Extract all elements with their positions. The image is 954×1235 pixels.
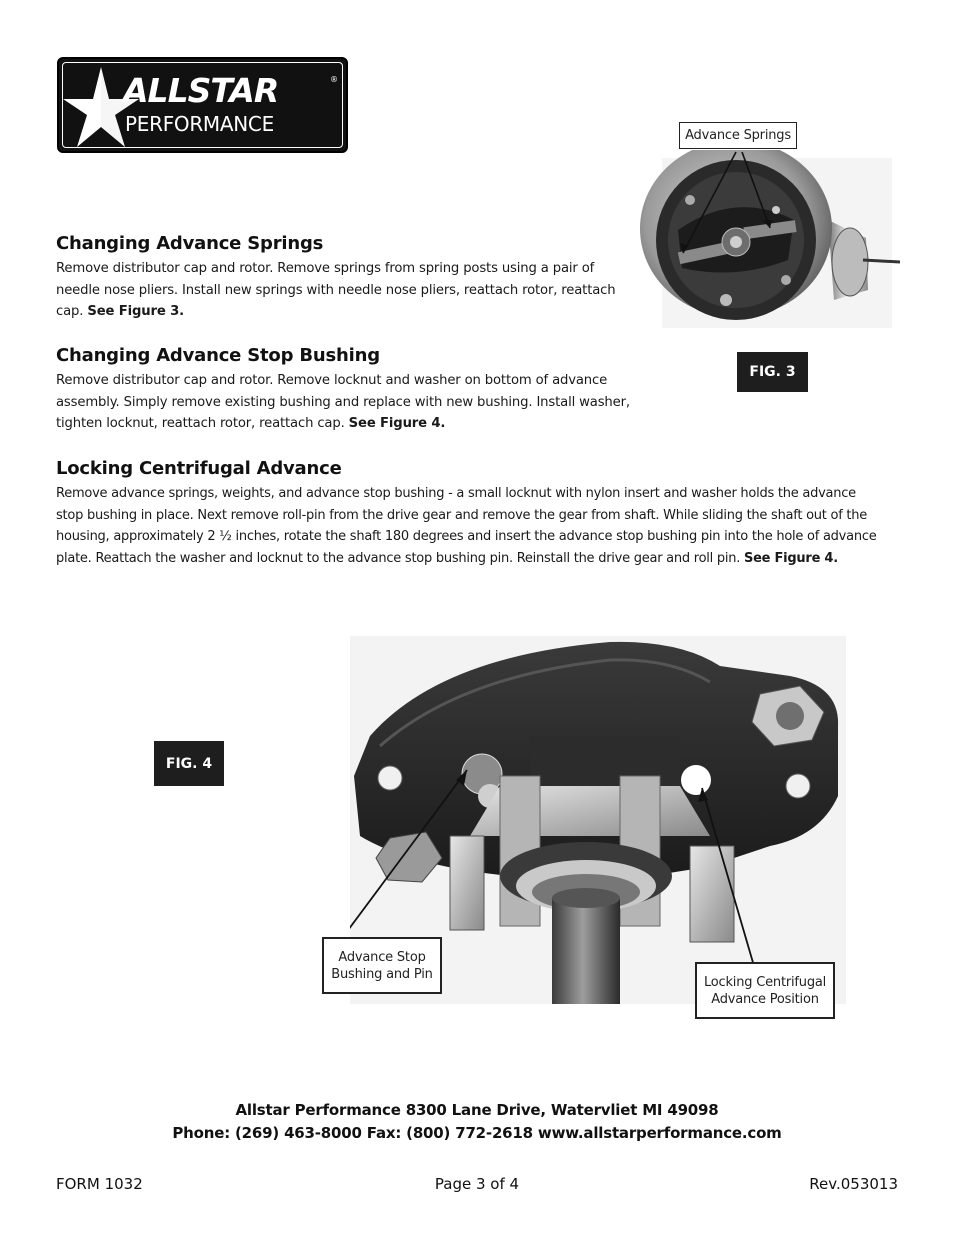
- footer-contact: Phone: (269) 463-8000 Fax: (800) 772-2618 www.allstarperformance.com: [172, 1124, 782, 1142]
- body-line: housing, approximately 2 ½ inches, rotate the shaft 180 degrees and insert the advance stop bushing pin into the hole of advance: [56, 529, 877, 544]
- fig3-badge: [737, 352, 808, 392]
- figure-reference: See Figure 4.: [348, 416, 446, 431]
- fig3-callout-advance-springs: [679, 122, 797, 149]
- fig3-distributor-photo: [638, 150, 900, 330]
- registered-mark: ®: [330, 75, 338, 84]
- revision-number: Rev.053013: [809, 1175, 898, 1193]
- fig4-callout-stop-bushing: [322, 937, 442, 994]
- body-line: Remove distributor cap and rotor. Remove springs from spring posts using a pair of: [56, 261, 595, 276]
- callout-line: Bushing and Pin: [331, 966, 433, 982]
- body-line: Remove advance springs, weights, and advance stop bushing - a small locknut with nylon insert and washer holds the advance: [56, 486, 856, 501]
- section-heading-locking-advance: Locking Centrifugal Advance: [56, 458, 342, 479]
- body-line: needle nose pliers. Install new springs with needle nose pliers, reattach rotor, reattach: [56, 282, 616, 298]
- body-line: assembly. Simply remove existing bushing and replace with new bushing. Install washer,: [56, 394, 630, 410]
- fig4-label: FIG. 4: [165, 755, 213, 772]
- fig4-callout-locking-position: [695, 962, 835, 1019]
- fig3-label: FIG. 3: [749, 364, 796, 380]
- figure-reference: See Figure 4.: [744, 550, 838, 566]
- body-line: Remove distributor cap and rotor. Remove locknut and washer on bottom of advance: [56, 373, 608, 388]
- logo-wordmark: ALLSTAR: [123, 71, 279, 110]
- section-heading-advance-springs: Changing Advance Springs: [56, 233, 324, 254]
- figure-reference: See Figure 3.: [87, 304, 184, 319]
- form-number: FORM 1032: [56, 1175, 143, 1193]
- page-number: Page 3 of 4: [434, 1175, 520, 1193]
- callout-line: Advance Position: [711, 991, 819, 1007]
- callout-line: Advance Stop: [338, 949, 426, 965]
- section-heading-stop-bushing: Changing Advance Stop Bushing: [56, 345, 380, 366]
- fig4-badge: [154, 741, 224, 786]
- footer-address: Allstar Performance 8300 Lane Drive, Watervliet MI 49098: [235, 1101, 719, 1119]
- logo-subtitle: PERFORMANCE: [125, 112, 274, 136]
- callout-line: Locking Centrifugal: [703, 974, 827, 990]
- section-body-locking-advance: [56, 483, 906, 569]
- body-line: stop bushing in place. Next remove roll-pin from the drive gear and remove the gear from shaft. While sliding the shaft out of the: [56, 507, 868, 523]
- body-line: cap.: [56, 304, 88, 319]
- body-line: plate. Reattach the washer and locknut to the advance stop bushing pin. Reinstall the drive gear and roll pin.: [56, 550, 744, 566]
- callout-text: Advance Springs: [685, 128, 791, 143]
- section-body-stop-bushing: [56, 370, 656, 435]
- allstar-logo: [57, 57, 348, 153]
- body-line: tighten locknut, reattach rotor, reattach cap.: [56, 416, 349, 431]
- section-body-advance-springs: [56, 258, 646, 323]
- logo-frame: [62, 62, 343, 148]
